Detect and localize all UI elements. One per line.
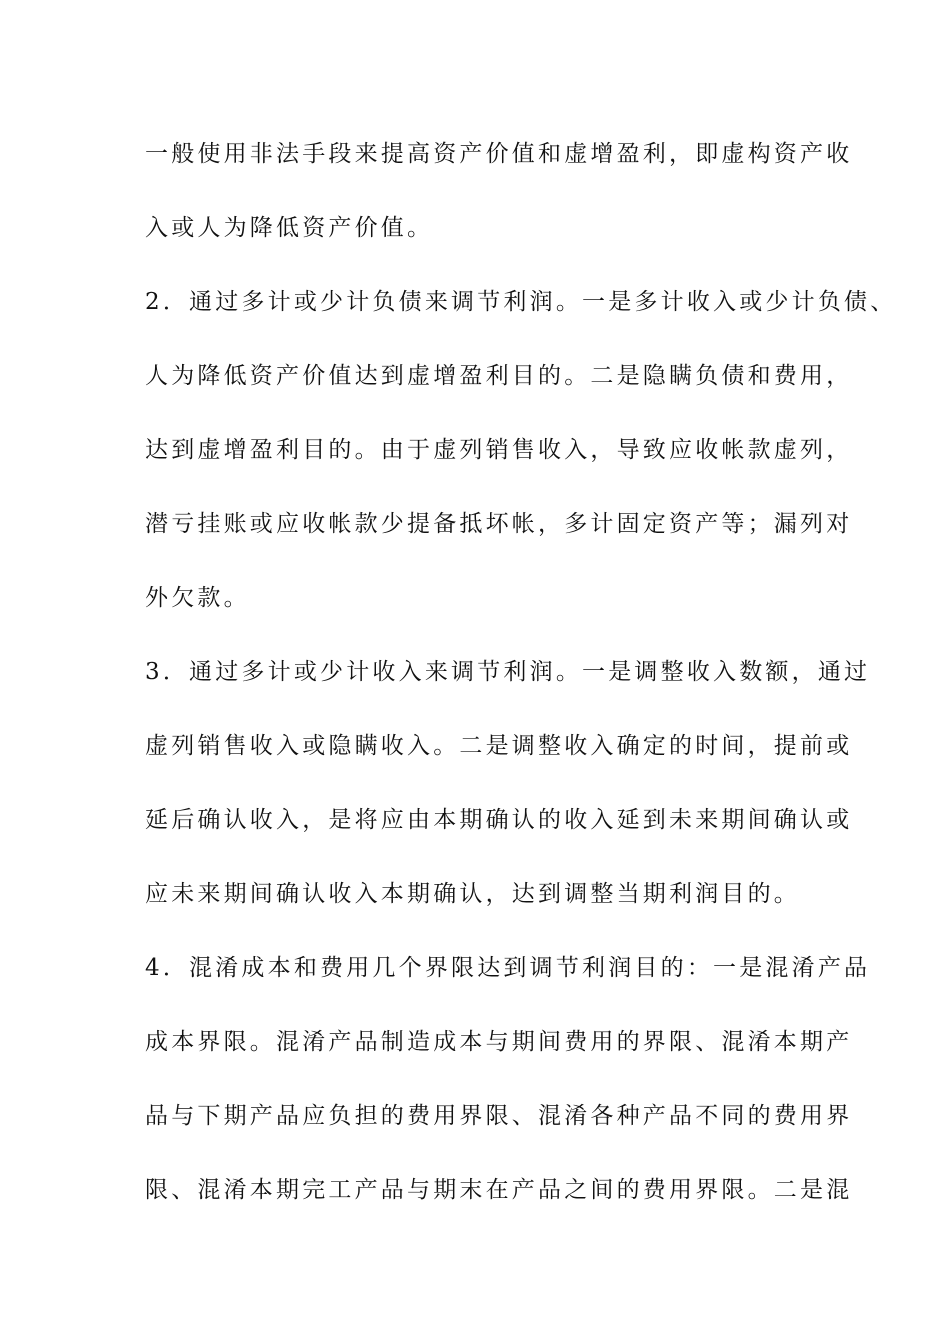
text-line: 3．通过多计或少计收入来调节利润。一是调整收入数额，通过 xyxy=(145,659,871,685)
text-line: 达到虚增盈利目的。由于虚列销售收入，导致应收帐款虚列， xyxy=(145,437,853,463)
text-line: 外欠款。 xyxy=(145,585,250,611)
text-line: 限、混淆本期完工产品与期末在产品之间的费用界限。二是混 xyxy=(145,1177,853,1203)
text-line: 虚列销售收入或隐瞒收入。二是调整收入确定的时间，提前或 xyxy=(145,733,853,759)
text-line: 应未来期间确认收入本期确认，达到调整当期利润目的。 xyxy=(145,881,800,907)
text-line: 一般使用非法手段来提高资产价值和虚增盈利，即虚构资产收 xyxy=(145,141,853,167)
text-line: 延后确认收入，是将应由本期确认的收入延到未来期间确认或 xyxy=(145,807,853,833)
text-line: 潜亏挂账或应收帐款少提备抵坏帐，多计固定资产等；漏列对 xyxy=(145,511,853,537)
text-line: 品与下期产品应负担的费用界限、混淆各种产品不同的费用界 xyxy=(145,1103,853,1129)
text-line: 人为降低资产价值达到虚增盈利目的。二是隐瞒负债和费用， xyxy=(145,363,853,389)
text-line: 4．混淆成本和费用几个界限达到调节利润目的：一是混淆产品 xyxy=(145,955,871,981)
text-line: 入或人为降低资产价值。 xyxy=(145,215,434,241)
text-line: 成本界限。混淆产品制造成本与期间费用的界限、混淆本期产 xyxy=(145,1029,853,1055)
text-line: 2．通过多计或少计负债来调节利润。一是多计收入或少计负债、 xyxy=(145,289,897,315)
